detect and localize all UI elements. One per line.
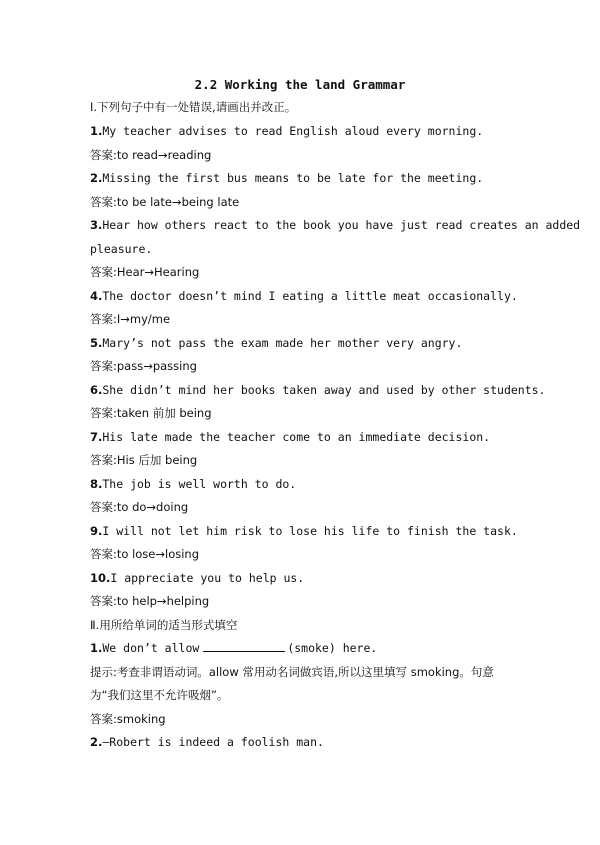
hint-line-2: 为“我们这里不允许吸烟”。 bbox=[90, 688, 229, 702]
question-number: 8. bbox=[90, 477, 103, 491]
question-number: 1. bbox=[90, 641, 103, 655]
fill-question-2 bbox=[90, 734, 550, 750]
fill-question-1 bbox=[90, 640, 550, 656]
question-number: 4. bbox=[90, 289, 103, 303]
answer-blank bbox=[203, 640, 285, 652]
question-9 bbox=[90, 523, 550, 539]
question-number: 3. bbox=[90, 218, 103, 232]
question-number: 5. bbox=[90, 336, 103, 350]
question-text: I will not let him risk to lose his life to finish the task. bbox=[102, 524, 518, 538]
question-text: His late made the teacher come to an immediate decision. bbox=[102, 430, 491, 444]
answer-5: 答案:pass→passing bbox=[90, 359, 197, 373]
question-2 bbox=[90, 170, 550, 186]
question-text: Missing the first bus means to be late for the meeting. bbox=[102, 171, 484, 185]
document-title: 2.2 Working the land Grammar bbox=[194, 77, 406, 92]
question-number: 9. bbox=[90, 524, 103, 538]
answer-6: 答案:taken 前加 being bbox=[90, 406, 212, 420]
answer-1: 答案:to read→reading bbox=[90, 148, 212, 162]
section1-heading: Ⅰ.下列句子中有一处错误,请画出并改正。 bbox=[90, 100, 297, 114]
question-1 bbox=[90, 123, 550, 139]
question-text-before: We don’t allow bbox=[102, 641, 200, 655]
question-number: 2. bbox=[90, 735, 103, 749]
question-text: Hear how others react to the book you have just read creates an added bbox=[102, 218, 581, 232]
answer-8: 答案:to do→doing bbox=[90, 500, 189, 514]
answer-10: 答案:to help→helping bbox=[90, 594, 210, 608]
question-text: I appreciate you to help us. bbox=[110, 571, 305, 585]
question-number: 6. bbox=[90, 383, 103, 397]
question-8 bbox=[90, 476, 550, 492]
question-10 bbox=[90, 570, 550, 586]
question-text: Mary’s not pass the exam made her mother very angry. bbox=[102, 336, 463, 350]
answer-9: 答案:to lose→losing bbox=[90, 547, 200, 561]
question-text: The job is well worth to do. bbox=[102, 477, 297, 491]
question-3 bbox=[90, 217, 581, 233]
question-number: 7. bbox=[90, 430, 103, 444]
question-5 bbox=[90, 335, 550, 351]
answer-2: 答案:to be late→being late bbox=[90, 195, 240, 209]
question-number: 1. bbox=[90, 124, 103, 138]
answer-4: 答案:I→my/me bbox=[90, 312, 171, 326]
fill-answer-1: 答案:smoking bbox=[90, 712, 166, 726]
question-text: —Robert is indeed a foolish man. bbox=[102, 735, 324, 749]
question-text: My teacher advises to read English aloud every morning. bbox=[102, 124, 484, 138]
question-number: 2. bbox=[90, 171, 103, 185]
question-6 bbox=[90, 382, 550, 398]
question-3-continued: pleasure. bbox=[90, 242, 153, 256]
answer-7: 答案:His 后加 being bbox=[90, 453, 198, 467]
question-text-after: (smoke) here. bbox=[287, 641, 378, 655]
question-text: The doctor doesn’t mind I eating a little meat occasionally. bbox=[102, 289, 518, 303]
section2-heading: Ⅱ.用所给单词的适当形式填空 bbox=[90, 618, 238, 632]
answer-3: 答案:Hear→Hearing bbox=[90, 265, 200, 279]
question-text: She didn’t mind her books taken away and used by other students. bbox=[102, 383, 546, 397]
question-4 bbox=[90, 288, 550, 304]
question-number: 10. bbox=[90, 571, 111, 585]
question-7 bbox=[90, 429, 550, 445]
hint-line-1: 提示:考查非谓语动词。allow 常用动名词做宾语,所以这里填写 smoking。句意 bbox=[90, 665, 494, 679]
